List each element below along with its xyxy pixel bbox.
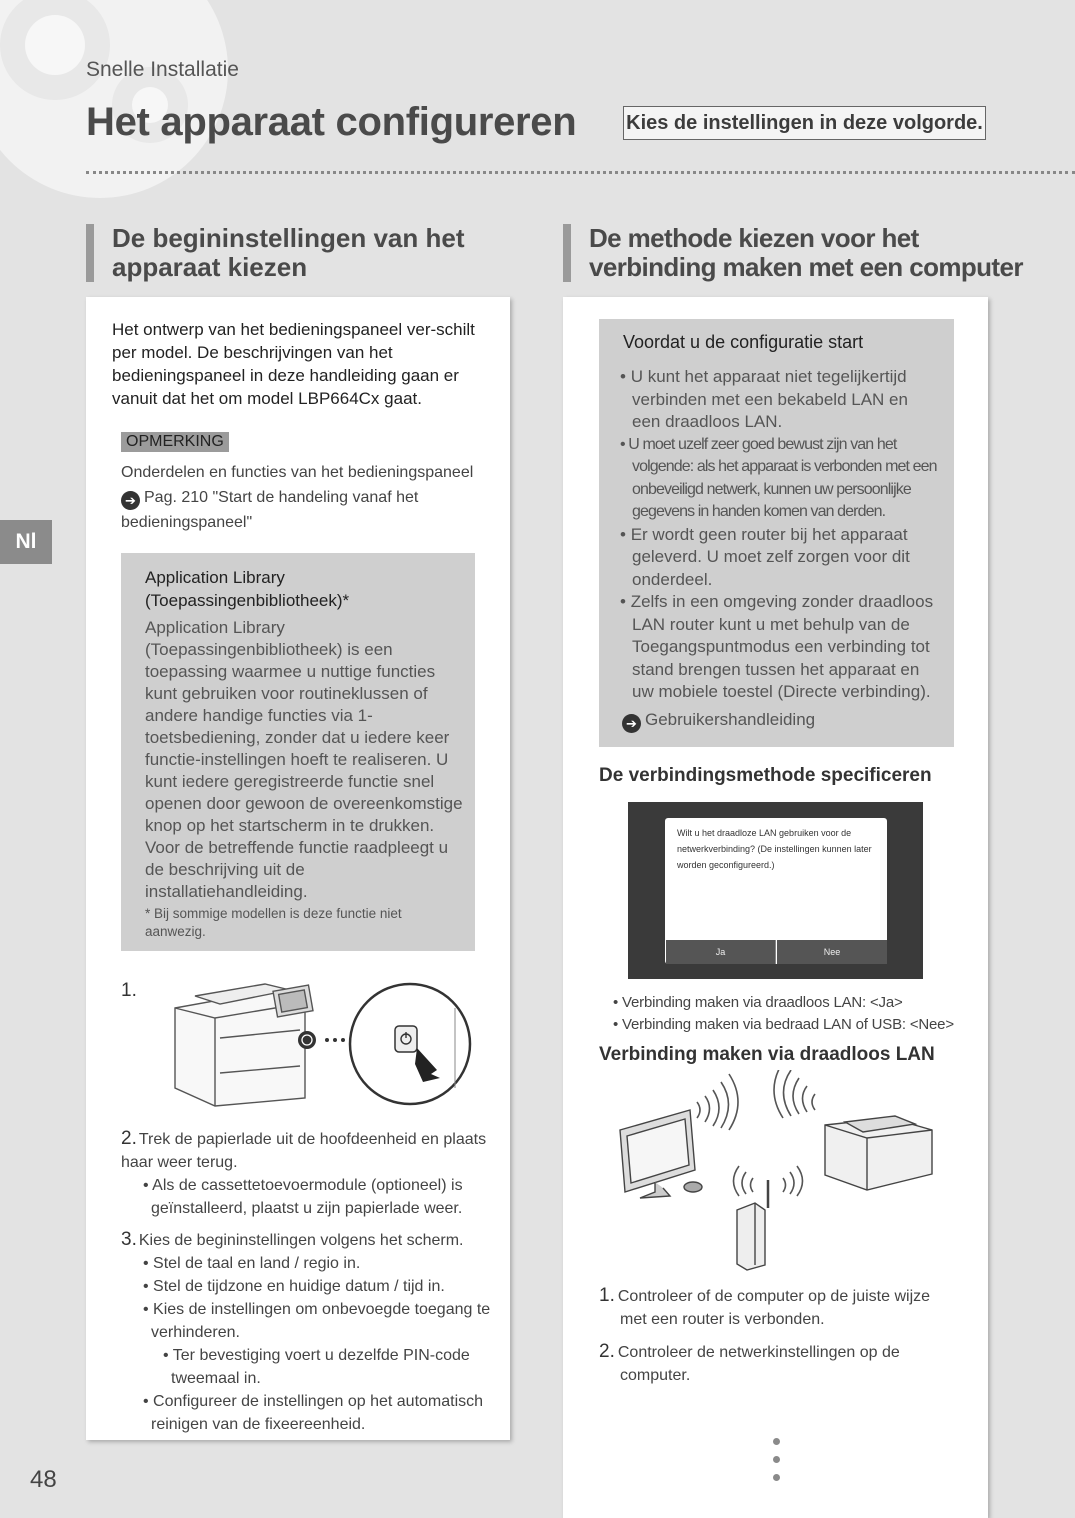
page-title: Het apparaat configureren <box>86 100 577 144</box>
step-3-sub-bullet: • Ter bevestiging voert u dezelfde PIN-code tweemaal in. <box>163 1347 470 1387</box>
wireless-lan-heading: Verbinding maken via draadloos LAN <box>599 1044 935 1065</box>
note-line: Onderdelen en functies van het bedieningspaneel <box>121 464 474 481</box>
left-heading-line2: apparaat kiezen <box>112 252 308 282</box>
before-bullet-1: • U kunt het apparaat niet tegelijkertijd verbinden met een bekabeld LAN en een draadloos LAN. <box>620 367 908 431</box>
application-library-footnote: * Bij sommige modellen is deze functie niet aanwezig. <box>145 906 402 939</box>
step-3-bullet-1: • Stel de taal en land / regio in. <box>143 1255 361 1272</box>
intro-text: Het ontwerp van het bedieningspaneel ver-schilt per model. De beschrijvingen van het bedieningspaneel in deze handleiding gaan er vanuit dat het om model LBP664Cx gaat. <box>112 320 475 408</box>
connection-options <box>613 992 973 1036</box>
dialog-yes-button[interactable]: Ja <box>666 940 776 964</box>
connection-option-wireless: • Verbinding maken via draadloos LAN: <Ja> <box>613 994 903 1011</box>
step-3-bullet-3: • Kies de instellingen om onbevoegde toegang te verhinderen. <box>143 1301 491 1341</box>
continuation-dots <box>773 1438 781 1492</box>
wlan-step-2: 2. Controleer de netwerkinstellingen op de computer. <box>599 1341 900 1384</box>
step-2: 2. Trek de papierlade uit de hoofdeenheid en plaats haar weer terug. <box>121 1128 487 1171</box>
wireless-lan-illustration <box>605 1070 945 1275</box>
dialog-no-button[interactable]: Nee <box>777 940 887 964</box>
order-note-box: Kies de instellingen in deze volgorde. <box>623 106 986 140</box>
left-heading-line1: De begininstellingen van het <box>112 223 465 253</box>
left-steps <box>121 1127 491 1436</box>
right-heading-line1: De methode kiezen voor het <box>589 223 919 253</box>
language-tab: Nl <box>0 520 52 564</box>
arrow-right-circle-icon: ➔ <box>121 491 140 510</box>
wlan-step-1: 1. Controleer of de computer op de juiste wijze met een router is verbonden. <box>599 1285 931 1328</box>
right-heading-line2: verbinding maken met een computer <box>589 252 1023 282</box>
note-reference-link[interactable]: ➔ Pag. 210 "Start de handeling vanaf het <box>121 485 491 510</box>
page-subtitle: Snelle Installatie <box>86 58 239 81</box>
dot <box>773 1474 780 1481</box>
before-bullet-4: • Zelfs in een omgeving zonder draadloos LAN router kunt u met behulp van de Toegangspuntmodus een verbinding tot stand brengen tussen het apparaat en uw mobiele toestel (Directe verbinding). <box>620 592 934 701</box>
step-2-bullet: • Als de cassettetoevoermodule (optioneel) is geïnstalleerd, plaatst u zijn papierlade weer. <box>143 1177 463 1217</box>
connection-option-wired: • Verbinding maken via bedraad LAN of USB: <Nee> <box>613 1016 954 1033</box>
arrow-right-circle-icon: ➔ <box>622 714 641 733</box>
before-config-list <box>620 366 940 704</box>
power-icon <box>395 1026 417 1052</box>
note-reference-cont: bedieningspaneel" <box>121 514 253 531</box>
left-section-heading <box>86 224 532 282</box>
before-bullet-3: • Er wordt geen router bij het apparaat geleverd. U moet zelf zorgen voor dit onderdeel. <box>620 524 910 589</box>
step-3-bullet-2: • Stel de tijdzone en huidige datum / tijd in. <box>143 1278 445 1295</box>
dot <box>773 1456 780 1463</box>
note-label: OPMERKING <box>121 432 229 452</box>
step-3: 3. Kies de begininstellingen volgens het scherm. <box>121 1229 464 1250</box>
specify-method-heading: De verbindingsmethode specificeren <box>599 765 932 786</box>
right-section-heading <box>563 224 1029 282</box>
step-1-number: 1. <box>121 980 137 1001</box>
header-divider <box>86 171 1075 174</box>
before-config-title: Voordat u de configuratie start <box>623 332 864 352</box>
note-text <box>121 460 491 535</box>
wlan-dialog-text: Wilt u het draadloze LAN gebruiken voor de netwerkverbinding? (De instellingen kunnen later worden geconfigureerd.) <box>677 828 872 870</box>
application-library-title: Application Library (Toepassingenbibliotheek)* <box>145 568 350 610</box>
before-bullet-2: • U moet uzelf zeer goed bewust zijn van het volgende: als het apparaat is verbonden met een onbeveiligd netwerk, kunnen uw persoonlijke gegevens in handen komen van derden. <box>620 435 937 520</box>
right-steps <box>599 1284 959 1387</box>
user-manual-link[interactable]: ➔ Gebruikershandleiding <box>622 710 815 733</box>
page-number: 48 <box>30 1466 57 1493</box>
step-3-bullet-4: • Configureer de instellingen op het automatisch reinigen van de fixeereenheid. <box>143 1393 484 1433</box>
dot <box>773 1438 780 1445</box>
printer-power-illustration <box>165 978 475 1110</box>
application-library-body: Application Library (Toepassingenbibliotheek) is een toepassing waarmee u nuttige functies kunt gebruiken voor routineklussen of andere handige functies via 1-toetsbediening, zonder dat u iedere keer functie-instellingen hoeft te realiseren. U kunt iedere geregistreerde functie snel openen door gewoon de overeenkomstige knop op het startscherm in te drukken. Voor de betreffende functie raadpleegt u de beschrijving uit de installatiehandleiding. <box>145 618 463 901</box>
